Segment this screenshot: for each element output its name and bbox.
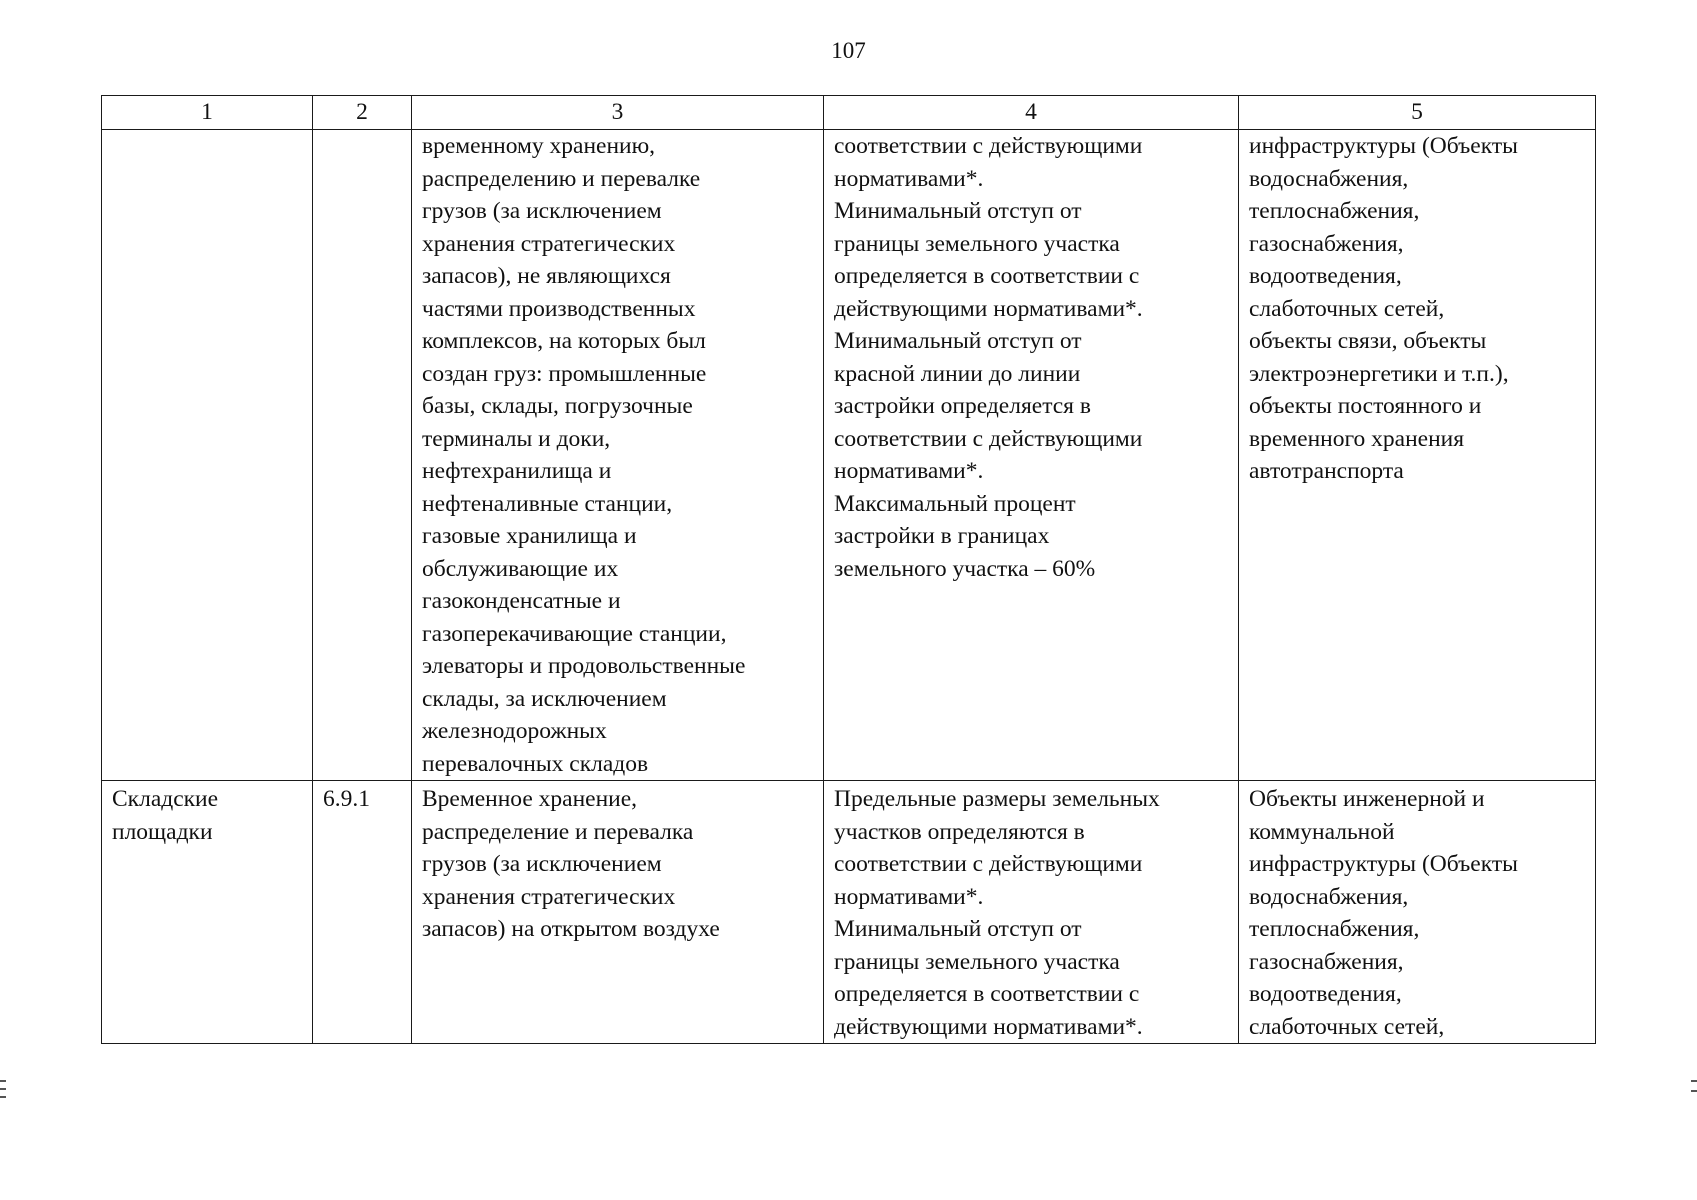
cell-text-line: застройки в границах — [834, 523, 1050, 549]
cell-auxiliary-uses — [1239, 781, 1596, 1044]
cell-text-line: железнодорожных — [422, 718, 607, 744]
header-col-2: 2 — [313, 96, 412, 130]
cell-use-description — [412, 781, 824, 1044]
cell-text-line: Минимальный отступ от — [834, 198, 1082, 224]
cell-use-name — [102, 130, 313, 781]
cell-text-line: грузов (за исключением — [422, 198, 662, 224]
cell-text-line: терминалы и доки, — [422, 425, 611, 452]
cell-text-line: газоснабжения, — [1249, 948, 1404, 975]
cell-use-code — [313, 781, 412, 1044]
cell-text-line: действующими нормативами*. — [834, 295, 1143, 322]
cell-text-line: Временное хранение, — [422, 786, 638, 812]
cell-text-line: Предельные размеры земельных — [834, 786, 1160, 812]
cell-text-line: границы земельного участка — [834, 948, 1120, 975]
cell-text-line: нефтехранилища и — [422, 458, 612, 484]
cell-text-line: действующими нормативами*. — [834, 1013, 1143, 1040]
table-row-storage-sites — [102, 781, 1596, 1044]
cell-text-line: Минимальный отступ от — [834, 328, 1082, 354]
cell-text-line: хранения стратегических — [422, 230, 676, 257]
cell-text-line: распределение и перевалка — [422, 818, 694, 845]
cell-text-line: 6.9.1 — [323, 786, 370, 812]
cell-text-line: склады, за исключением — [422, 685, 667, 712]
cell-text-line: Объекты инженерной и — [1249, 786, 1485, 812]
cell-text-line: земельного участка – 60% — [834, 555, 1096, 582]
cell-text-line: красной линии до линии — [834, 360, 1081, 387]
cell-text-line: нефтеналивные станции, — [422, 490, 673, 517]
cell-auxiliary-uses — [1239, 130, 1596, 781]
cell-text-line: нормативами*. — [834, 458, 984, 484]
cell-text-line: электроэнергетики и т.п.), — [1249, 360, 1509, 387]
header-col-5: 5 — [1239, 96, 1596, 130]
cell-text-line: застройки определяется в — [834, 393, 1091, 419]
cell-parameters — [824, 130, 1239, 781]
cell-text-line: перевалочных складов — [422, 750, 649, 777]
cell-text-line: запасов) на открытом воздухе — [422, 916, 720, 942]
cell-text-line: распределению и перевалке — [422, 165, 701, 192]
cell-use-name — [102, 781, 313, 1044]
cell-text-line: частями производственных — [422, 295, 696, 322]
cell-text-line: базы, склады, погрузочные — [422, 393, 693, 419]
cell-text-line: объекты связи, объекты — [1249, 328, 1487, 354]
header-col-1: 1 — [102, 96, 313, 130]
cell-text-line: газовые хранилища и — [422, 523, 637, 549]
cell-text-line: соответствии с действующими — [834, 425, 1143, 452]
scan-edge-mark — [1691, 1080, 1697, 1082]
cell-text-line: грузов (за исключением — [422, 851, 662, 877]
cell-text-line: комплексов, на которых был — [422, 328, 706, 354]
cell-text-line: теплоснабжения, — [1249, 198, 1420, 224]
cell-text-line: слаботочных сетей, — [1249, 1013, 1445, 1040]
cell-text-line: водоснабжения, — [1249, 883, 1409, 910]
cell-text-line: газоконденсатные и — [422, 588, 621, 614]
cell-text-line: Минимальный отступ от — [834, 916, 1082, 942]
header-col-3: 3 — [412, 96, 824, 130]
cell-text-line: газоснабжения, — [1249, 230, 1404, 257]
cell-text-line: коммунальной — [1249, 818, 1395, 845]
cell-text-line: запасов), не являющихся — [422, 263, 671, 289]
cell-text-line: слаботочных сетей, — [1249, 295, 1445, 322]
cell-text-line: водоотведения, — [1249, 263, 1402, 289]
zoning-regulations-table — [101, 95, 1596, 1044]
cell-text-line: нормативами*. — [834, 165, 984, 192]
cell-text-line: соответствии с действующими — [834, 133, 1143, 159]
cell-text-line: элеваторы и продовольственные — [422, 653, 746, 679]
page-number: 107 — [831, 38, 866, 63]
header-col-4: 4 — [824, 96, 1239, 130]
cell-text-line: объекты постоянного и — [1249, 393, 1482, 419]
cell-text-line: определяется в соответствии с — [834, 981, 1140, 1007]
cell-text-line: инфраструктуры (Объекты — [1249, 133, 1518, 159]
cell-text-line: временному хранению, — [422, 133, 656, 159]
cell-text-line: водоснабжения, — [1249, 165, 1409, 192]
cell-text-line: временного хранения — [1249, 425, 1465, 452]
cell-text-line: водоотведения, — [1249, 981, 1402, 1007]
scan-edge-mark — [0, 1080, 6, 1082]
cell-text-line: газоперекачивающие станции, — [422, 620, 727, 647]
cell-text-line: теплоснабжения, — [1249, 916, 1420, 942]
cell-text-line: Складские — [112, 786, 219, 812]
cell-text-line: границы земельного участка — [834, 230, 1120, 257]
cell-text-line: создан груз: промышленные — [422, 360, 707, 387]
cell-parameters — [824, 781, 1239, 1044]
cell-text-line: соответствии с действующими — [834, 851, 1143, 877]
scan-edge-mark — [0, 1096, 6, 1098]
table-row-continuation — [102, 130, 1596, 781]
cell-text-line: обслуживающие их — [422, 555, 619, 582]
cell-text-line: нормативами*. — [834, 883, 984, 910]
cell-text-line: площадки — [112, 818, 213, 845]
cell-text-line: определяется в соответствии с — [834, 263, 1140, 289]
table-header-row — [102, 96, 1596, 130]
scan-edge-mark — [1691, 1090, 1697, 1092]
cell-text-line: участков определяются в — [834, 818, 1085, 845]
cell-use-description — [412, 130, 824, 781]
cell-text-line: инфраструктуры (Объекты — [1249, 851, 1518, 877]
cell-text-line: автотранспорта — [1249, 458, 1404, 484]
scan-edge-mark — [0, 1088, 6, 1090]
cell-use-code — [313, 130, 412, 781]
cell-text-line: Максимальный процент — [834, 490, 1076, 517]
cell-text-line: хранения стратегических — [422, 883, 676, 910]
